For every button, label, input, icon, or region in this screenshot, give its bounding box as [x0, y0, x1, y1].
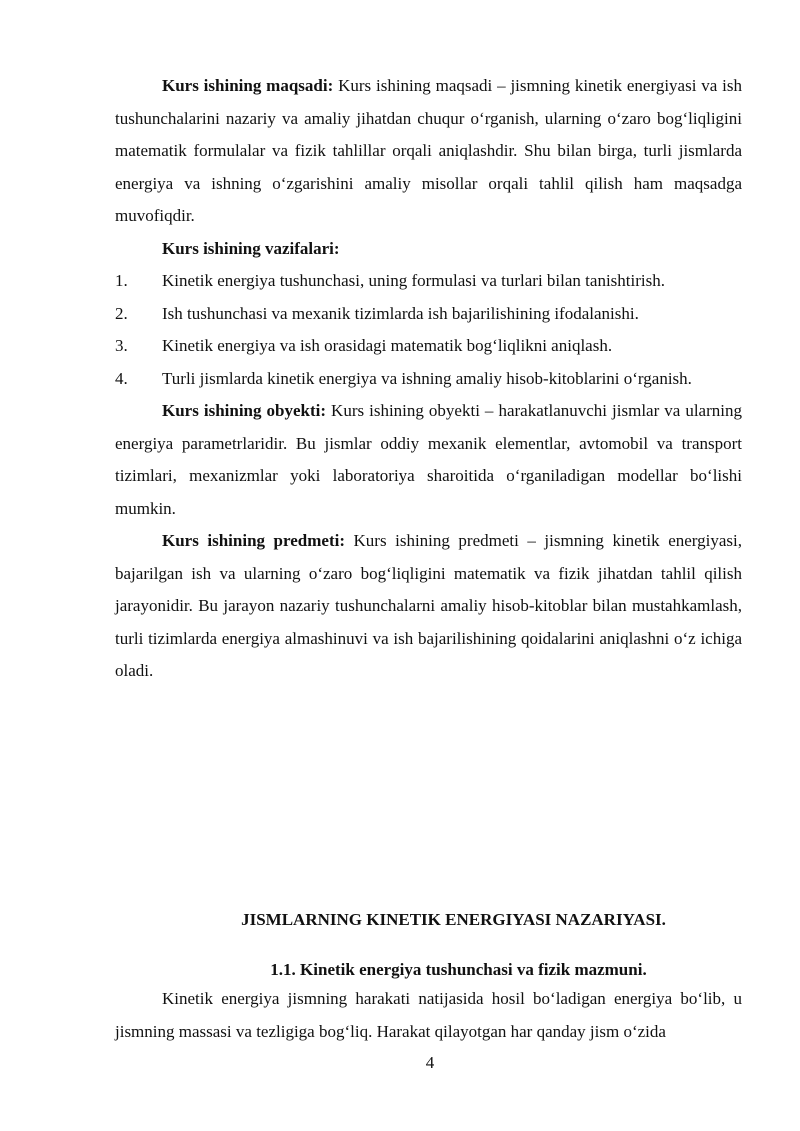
list-text: Kinetik energiya tushunchasi, uning formulasi va turlari bilan tanishtirish.: [162, 271, 665, 290]
list-item: [115, 330, 742, 363]
obyekt-text: Kurs ishining obyekti – harakatlanuvchi jismlar va ularning energiya parametrlaridir. Bu jismlar oddiy mexanik elementlar, avtomobil va transport tizimlari, mexanizmlar yoki laboratoriya sharoitida o‘rganiladigan modellar bo‘lishi mumkin.: [115, 401, 742, 518]
paragraph-vazifalar-heading: [115, 233, 742, 266]
list-item: [115, 363, 742, 396]
list-item: [115, 265, 742, 298]
maqsad-label: Kurs ishining maqsadi:: [162, 76, 334, 95]
chapter-title: JISMLARNING KINETIK ENERGIYASI NAZARIYASI.: [241, 910, 666, 929]
list-text: Ish tushunchasi va mexanik tizimlarda ish bajarilishining ifodalanishi.: [162, 303, 639, 323]
body-text: [115, 70, 742, 688]
paragraph-predmet: [115, 525, 742, 688]
list-number: 4.: [115, 368, 128, 388]
page-number: 4: [425, 1053, 435, 1072]
maqsad-text: Kurs ishining maqsadi – jismning kinetik energiyasi va ish tushunchalarini nazariy va amaliy jihatdan chuqur o‘rganish, ularning o‘zaro bog‘liqligini matematik formulalar va fizik tahlillar orqali aniqlashdir. Shu bilan birga, turli jismlarda energiya va ishning o‘zgarishini amaliy misollar orqali tahlil qilish ham maqsadga muvofiqdir.: [115, 76, 742, 225]
chapter-intro: [115, 983, 742, 1048]
predmet-text: Kurs ishining predmeti – jismning kinetik energiyasi, bajarilgan ish va ularning o‘zaro bog‘liqligini matematik va fizik jihatdan tahlil qilish jarayonidir. Bu jarayon nazariy tushunchalarni amaliy hisob-kitoblar bilan mustahkamlash, turli tizimlarda energiya almashinuvi va ish bajarilishining qoidalarini aniqlashni o‘z ichiga oladi.: [115, 531, 742, 680]
list-number: 3.: [115, 336, 128, 355]
list-text: Turli jismlarda kinetik energiya va ishning amaliy hisob-kitoblarini o‘rganish.: [162, 368, 692, 388]
vazifalar-label: Kurs ishining vazifalari:: [162, 238, 340, 258]
list-item: [115, 298, 742, 331]
obyekt-label: Kurs ishining obyekti:: [162, 401, 327, 420]
list-text: Kinetik energiya va ish orasidagi matematik bog‘liqlikni aniqlash.: [162, 336, 613, 355]
paragraph-obyekt: [115, 395, 742, 525]
paragraph-maqsad: [115, 70, 742, 233]
predmet-label: Kurs ishining predmeti:: [162, 531, 345, 550]
list-number: 1.: [115, 271, 128, 290]
list-number: 2.: [115, 303, 128, 323]
section-title: 1.1. Kinetik energiya tushunchasi va fizik mazmuni.: [270, 960, 647, 979]
paragraph-intro: Kinetik energiya jismning harakati natijasida hosil bo‘ladigan energiya bo‘lib, u jismning massasi va tezligiga bog‘liq. Harakat qilayotgan har qanday jism o‘zida: [115, 989, 742, 1041]
